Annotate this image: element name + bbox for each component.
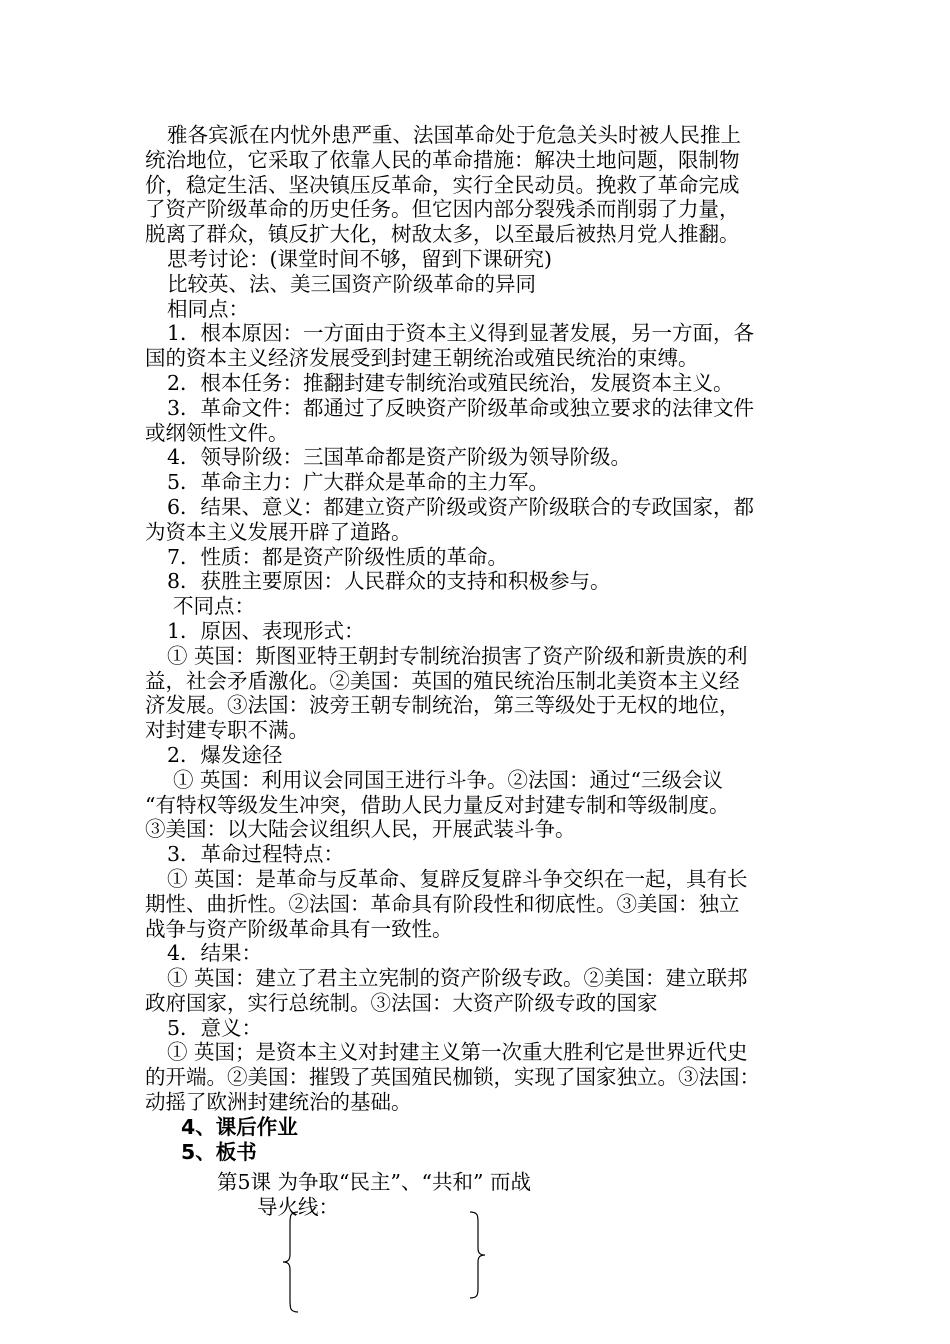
text-line: 为资本主义发展开辟了道路。: [145, 519, 412, 544]
text-line: ① 英国：建立了君主立宪制的资产阶级专政。②美国：建立联邦: [167, 966, 748, 991]
text-line: 不同点：: [173, 594, 255, 619]
left-brace-icon: [280, 1210, 302, 1314]
text-line: 统治地位，它采取了依靠人民的革命措施：解决土地问题，限制物: [145, 147, 740, 172]
text-line: 思考讨论：(课堂时间不够，留到下课研究): [167, 246, 552, 271]
text-line: 战争与资产阶级革命具有一致性。: [145, 916, 453, 941]
text-line: 4．结果：: [167, 941, 263, 966]
text-line: 期性、曲折性。②法国：革命具有阶段性和彻底性。③美国：独立: [145, 891, 740, 916]
text-line: 的开端。②美国：摧毁了英国殖民枷锁，实现了国家独立。③法国：: [145, 1065, 760, 1090]
text-line: 比较英、法、美三国资产阶级革命的异同: [167, 271, 536, 296]
text-line: 7．性质：都是资产阶级性质的革命。: [167, 544, 509, 569]
paragraph-lines: [145, 123, 815, 1115]
board-title: 第5课 为争取“民主”、“共和” 而战: [217, 1170, 531, 1194]
text-line: 2．爆发途径: [167, 742, 283, 767]
text-line: 益，社会矛盾激化。②美国：英国的殖民统治压制北美资本主义经: [145, 668, 740, 693]
right-brace-icon: [466, 1210, 488, 1300]
text-line: 3．革命过程特点：: [167, 842, 345, 867]
text-line: 5．革命主力：广大群众是革命的主力军。: [167, 470, 550, 495]
text-line: 5．意义：: [167, 1015, 263, 1040]
text-line: 8．获胜主要原因：人民群众的支持和积极参与。: [167, 569, 611, 594]
text-line: 济发展。③法国：波旁王朝专制统治，第三等级处于无权的地位，: [145, 693, 740, 718]
section-homework: 4、课后作业: [181, 1114, 298, 1139]
text-line: 1．原因、表现形式：: [167, 618, 365, 643]
text-line: 3．革命文件：都通过了反映资产阶级革命或独立要求的法律文件: [167, 395, 755, 420]
text-line: ① 英国：斯图亚特王朝封专制统治损害了资产阶级和新贵族的利: [167, 643, 748, 668]
text-line: ① 英国；是资本主义对封建主义第一次重大胜利它是世界近代史: [167, 1040, 748, 1065]
text-line: 价，稳定生活、坚决镇压反革命，实行全民动员。挽救了革命完成: [145, 172, 740, 197]
text-line: 6．结果、意义：都建立资产阶级或资产阶级联合的专政国家，都: [167, 494, 755, 519]
text-line: 政府国家，实行总统制。③法国：大资产阶级专政的国家: [145, 990, 658, 1015]
text-line: ③美国：以大陆会议组织人民，开展武装斗争。: [145, 817, 576, 842]
text-line: 雅各宾派在内忧外患严重、法国革命处于危急关头时被人民推上: [167, 123, 741, 147]
text-line: 2．根本任务：推翻封建专制统治或殖民统治，发展资本主义。: [167, 370, 734, 395]
text-line: 相同点：: [167, 296, 249, 321]
text-line: 国的资本主义经济发展受到封建王朝统治或殖民统治的束缚。: [145, 346, 699, 371]
text-line: 或纲领性文件。: [145, 420, 289, 445]
text-line: 4．领导阶级：三国革命都是资产阶级为领导阶级。: [167, 445, 632, 470]
text-line: “有特权等级发生冲突，借助人民力量反对封建专制和等级制度。: [145, 792, 730, 817]
text-line: 脱离了群众，镇反扩大化，树敌太多，以至最后被热月党人推翻。: [145, 222, 740, 247]
text-line: 了资产阶级革命的历史任务。但它因内部分裂残杀而削弱了力量，: [145, 197, 740, 222]
text-line: 动摇了欧洲封建统治的基础。: [145, 1090, 412, 1115]
text-line: 对封建专职不满。: [145, 718, 309, 743]
text-line: ① 英国：是革命与反革命、复辟反复辟斗争交织在一起，具有长: [167, 866, 748, 891]
section-board: 5、板书: [181, 1139, 257, 1164]
text-line: 1．根本原因：一方面由于资本主义得到显著发展，另一方面，各: [167, 321, 755, 346]
text-line: ① 英国：利用议会同国王进行斗争。②法国：通过“三级会议: [173, 767, 723, 792]
body-text: [145, 123, 815, 1164]
board-subtitle: 导火线：: [257, 1195, 339, 1219]
